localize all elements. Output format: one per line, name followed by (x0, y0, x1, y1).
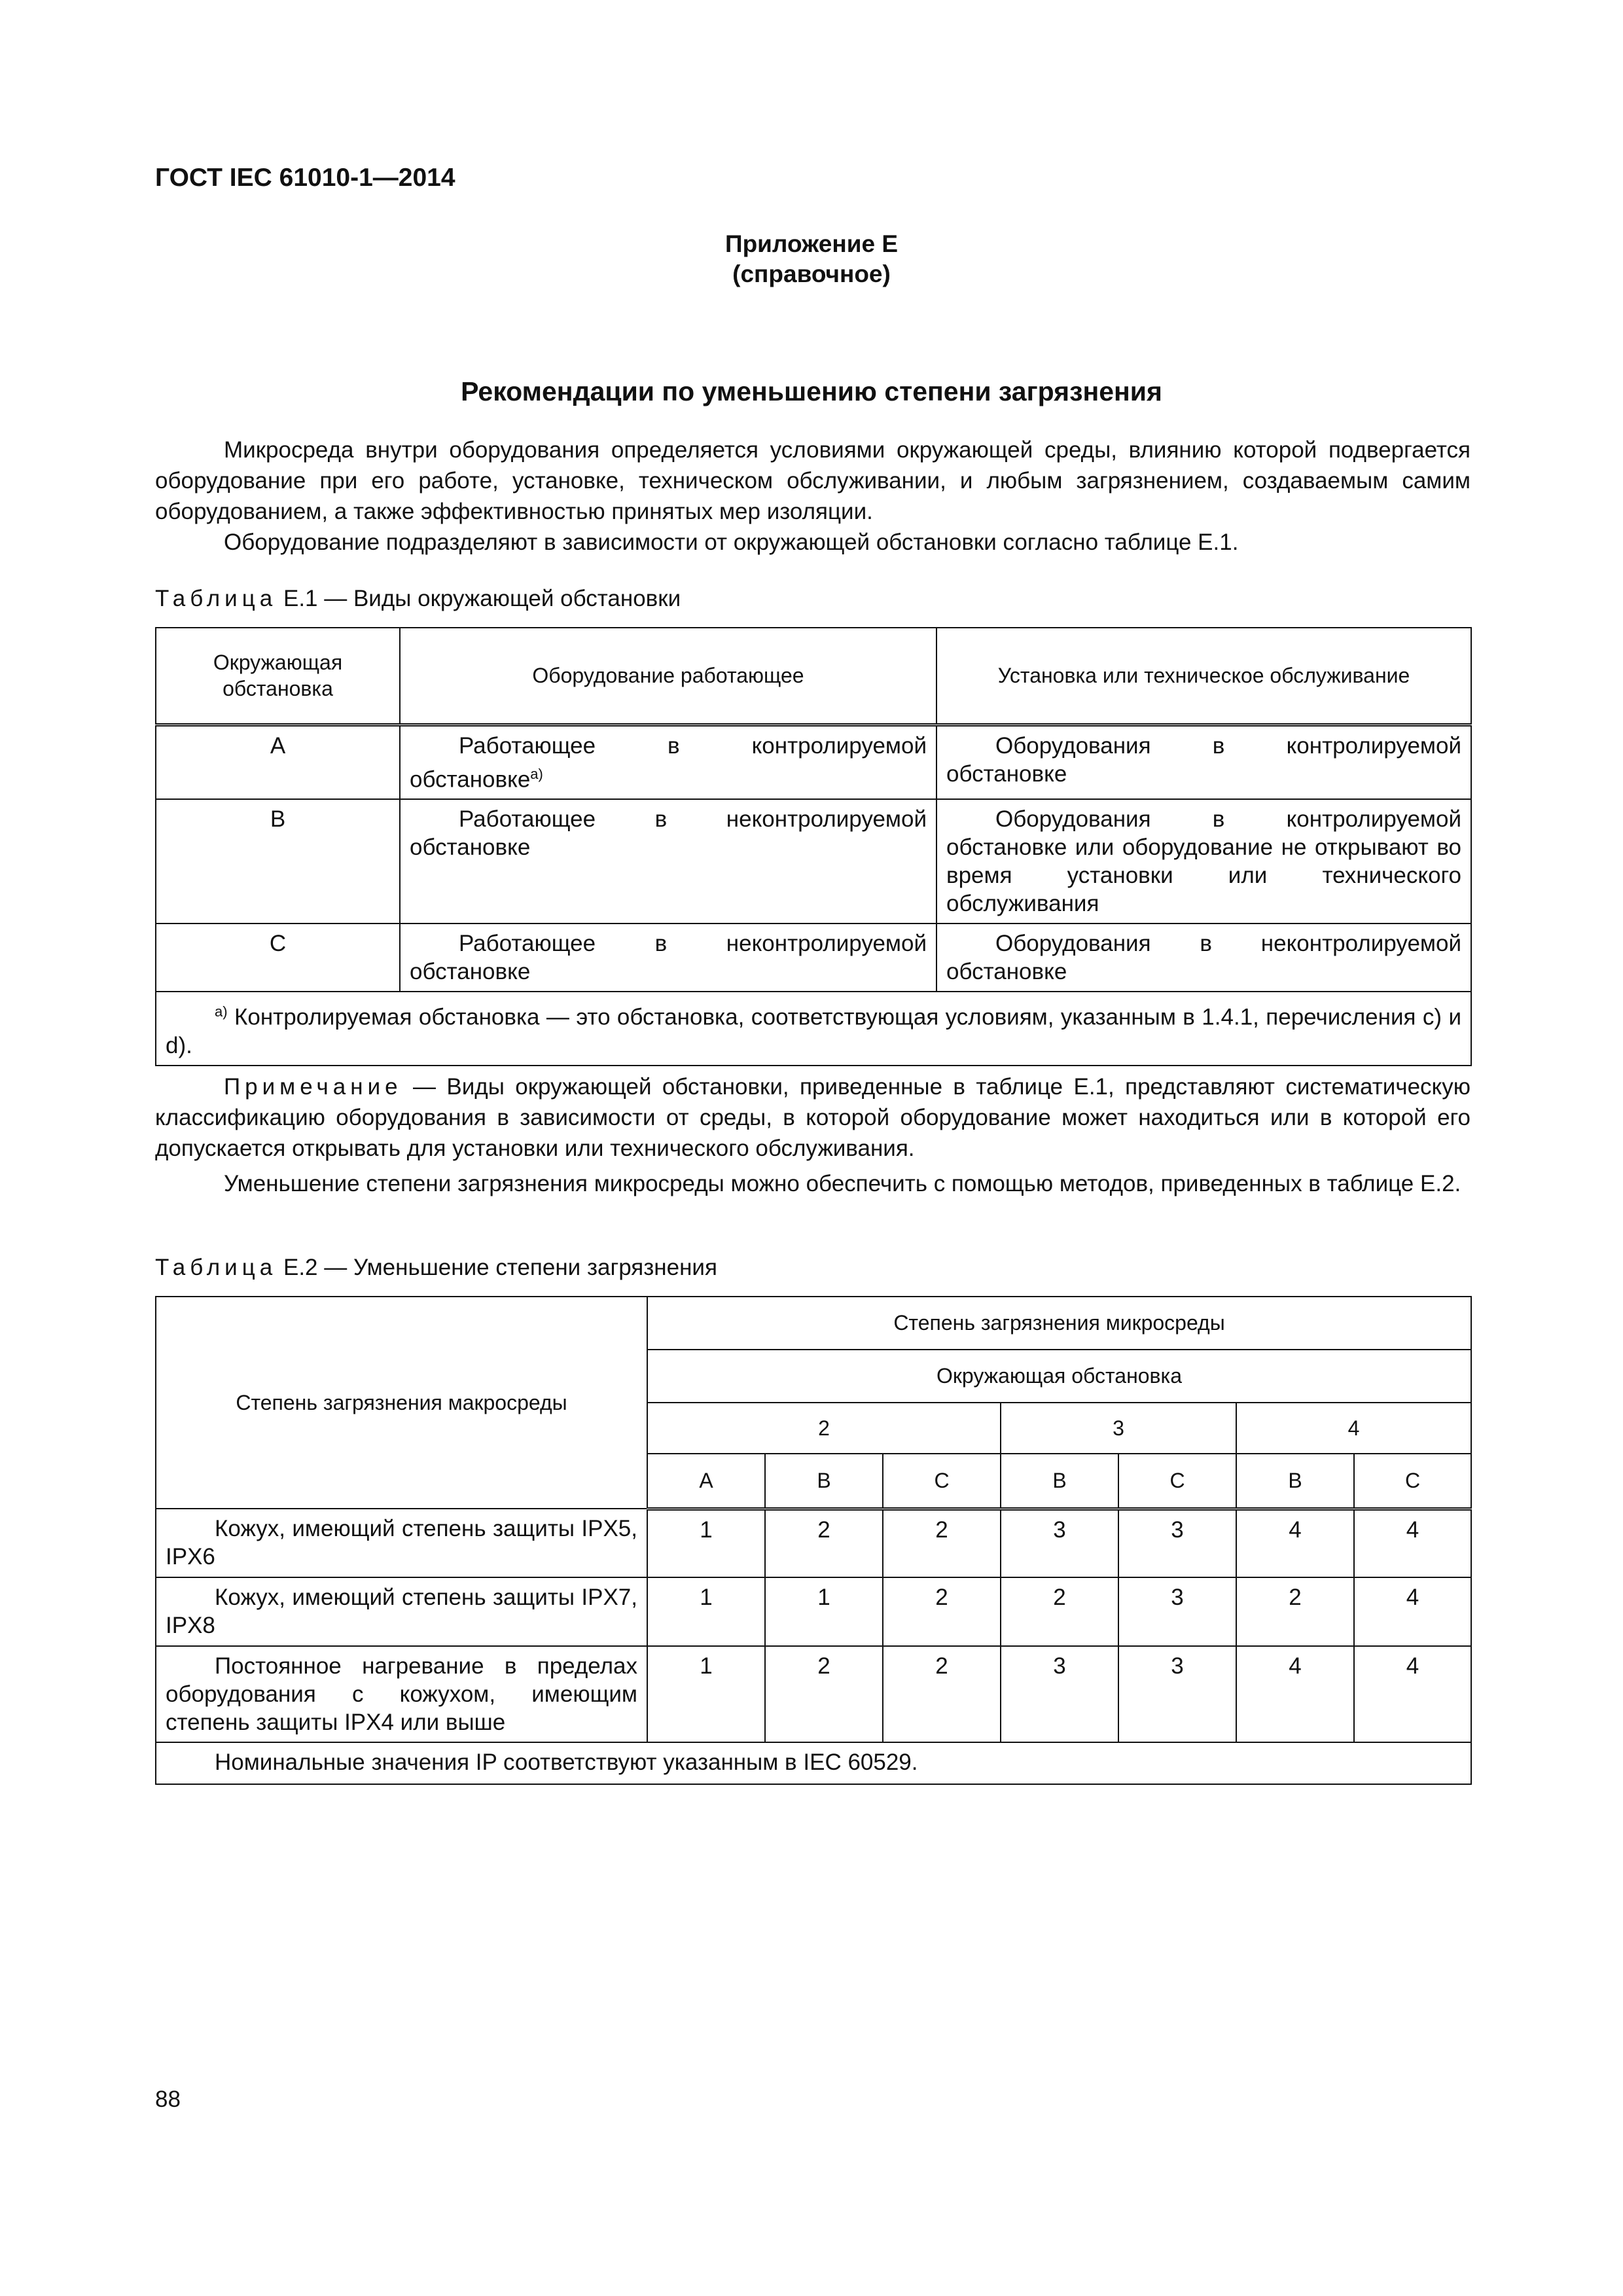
table1-row (156, 924, 1471, 992)
value-cell: 4 (1354, 1509, 1471, 1577)
table1-header-row (156, 628, 1471, 725)
value-cell: 4 (1354, 1577, 1471, 1646)
value-cell: 2 (765, 1646, 883, 1742)
subcol-header: C (1354, 1454, 1471, 1509)
note-text: — Виды окружающей обстановки, приведенные в таблице Е.1, представляют систематическую классификацию оборудования в зависимости от среды, в которой оборудование может находиться или в которой его допускается открывать для установки или технического обслуживания. (155, 1074, 1471, 1161)
env-code: A (156, 725, 400, 799)
table1-note (155, 1071, 1471, 1164)
service-cell: Оборудования в неконтролируемой обстановке (936, 924, 1471, 992)
page-number: 88 (155, 2087, 181, 2112)
value-cell: 2 (883, 1577, 1001, 1646)
group-header: 4 (1236, 1403, 1471, 1454)
table1-header-env: Окружающая обстановка (156, 628, 400, 725)
table1-header-operating: Оборудование работающее (400, 628, 936, 725)
value-cell: 4 (1236, 1646, 1354, 1742)
table2-caption (155, 1255, 717, 1281)
group-header: 3 (1001, 1403, 1236, 1454)
subcol-header: B (1001, 1454, 1118, 1509)
intro-paragraph-1: Микросреда внутри оборудования определяется условиями окружающей среды, влиянию которой подвергается оборудование при его работе, установке, техническом обслуживании, и любым загрязнением, создаваемым самим оборудованием, а также эффективностью принятых мер изоляции. (155, 437, 1471, 524)
note-label: Примечание (224, 1074, 402, 1100)
value-cell: 2 (1001, 1577, 1118, 1646)
value-cell: 3 (1118, 1646, 1236, 1742)
value-cell: 2 (883, 1509, 1001, 1577)
subcol-header: B (765, 1454, 883, 1509)
micro-pollution-header: Степень загрязнения микросреды (647, 1297, 1471, 1350)
value-cell: 2 (883, 1646, 1001, 1742)
table2-caption-text: Е.2 — Уменьшение степени загрязнения (283, 1255, 717, 1280)
value-cell: 1 (765, 1577, 883, 1646)
document-code: ГОСТ IEC 61010-1—2014 (155, 164, 455, 192)
operating-text: Работающее в контролируемой обстановке (410, 732, 927, 793)
table-row (156, 1646, 1471, 1742)
value-cell: 1 (647, 1646, 765, 1742)
environment-header: Окружающая обстановка (647, 1350, 1471, 1403)
value-cell: 3 (1001, 1646, 1118, 1742)
table1-row (156, 799, 1471, 924)
table2-footer: Номинальные значения IP соответствуют указанным в IEC 60529. (156, 1742, 1471, 1784)
service-cell: Оборудования в контролируемой обстановке (936, 725, 1471, 799)
paragraph-after-note: Уменьшение степени загрязнения микросреды можно обеспечить с помощью методов, приведенных в таблице Е.2. (224, 1171, 1461, 1196)
value-cell: 1 (647, 1577, 765, 1646)
table-row (156, 1577, 1471, 1646)
section-heading: Рекомендации по уменьшению степени загрязнения (461, 376, 1162, 406)
operating-cell: Работающее в неконтролируемой обстановке (400, 924, 936, 992)
subcol-header: A (647, 1454, 765, 1509)
value-cell: 2 (765, 1509, 883, 1577)
row-label: Кожух, имеющий степень защиты IPX5, IPX6 (156, 1509, 647, 1577)
subcol-header: B (1236, 1454, 1354, 1509)
group-header: 2 (647, 1403, 1001, 1454)
annex-subtitle: (справочное) (732, 260, 891, 287)
env-code: B (156, 799, 400, 924)
value-cell: 3 (1118, 1509, 1236, 1577)
intro-paragraph-2: Оборудование подразделяют в зависимости от окружающей обстановки согласно таблице Е.1. (224, 529, 1239, 555)
service-cell: Оборудования в контролируемой обстановке или оборудование не открывают во время установки или технического обслуживания (936, 799, 1471, 924)
table-row (156, 1509, 1471, 1577)
value-cell: 4 (1236, 1509, 1354, 1577)
environment-table (155, 627, 1472, 1066)
value-cell: 3 (1001, 1509, 1118, 1577)
table2-footer-row (156, 1742, 1471, 1784)
operating-cell (400, 725, 936, 799)
annex-title: Приложение Е (724, 230, 899, 257)
table1-caption (155, 586, 681, 612)
footnote-ref: а) (530, 765, 543, 782)
footnote-text: Контролируемая обстановка — это обстановка, соответствующая условиям, указанным в 1.4.1, перечисления с) и d). (166, 1004, 1462, 1058)
row-label: Постоянное нагревание в пределах оборудования с кожухом, имеющим степень защиты IPX4 или выше (156, 1646, 647, 1742)
value-cell: 2 (1236, 1577, 1354, 1646)
pollution-reduction-table (155, 1296, 1472, 1785)
table1-caption-text: Е.1 — Виды окружающей обстановки (283, 586, 681, 611)
value-cell: 4 (1354, 1646, 1471, 1742)
table2-header-row (156, 1297, 1471, 1350)
table1-footnote (156, 992, 1471, 1066)
footnote-mark: а) (215, 1003, 228, 1020)
operating-cell: Работающее в неконтролируемой обстановке (400, 799, 936, 924)
table1-caption-label: Таблица (155, 586, 277, 611)
row-label: Кожух, имеющий степень защиты IPX7, IPX8 (156, 1577, 647, 1646)
subcol-header: C (1118, 1454, 1236, 1509)
table1-header-service: Установка или техническое обслуживание (936, 628, 1471, 725)
table1-footnote-row (156, 992, 1471, 1066)
table1-row (156, 725, 1471, 799)
value-cell: 1 (647, 1509, 765, 1577)
value-cell: 3 (1118, 1577, 1236, 1646)
subcol-header: C (883, 1454, 1001, 1509)
table2-caption-label: Таблица (155, 1255, 277, 1280)
macro-pollution-header: Степень загрязнения макросреды (156, 1297, 647, 1509)
env-code: C (156, 924, 400, 992)
